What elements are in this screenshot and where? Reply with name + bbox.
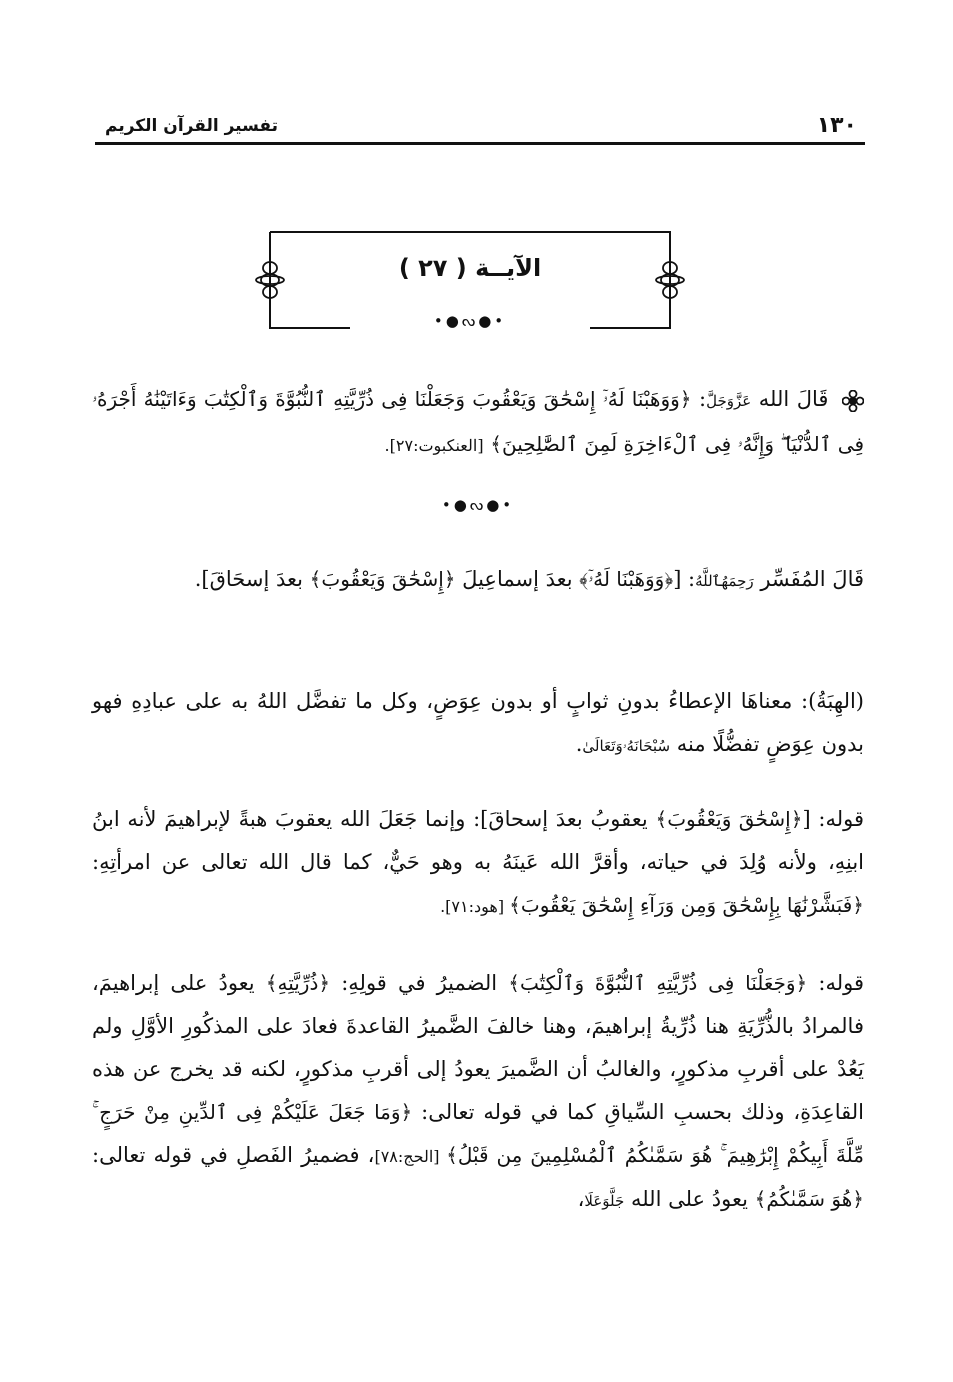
heading-ornament: •●ᔓ●• (433, 312, 507, 330)
text: ، (577, 1187, 585, 1211)
text: : [ (673, 567, 696, 591)
verse-reference: [الحج:٧٨] (374, 1147, 447, 1166)
verse-heading-frame (250, 228, 690, 340)
honorific: سُبْحَانَهُۥوَتَعَالَىٰ (582, 737, 671, 755)
quran-quote: ﴿إِسْحَٰقَ وَيَعْقُوبَ﴾ (309, 567, 456, 591)
page-number: ١٣٠ (816, 113, 857, 138)
quran-quote: ﴿وَمَا جَعَلَ عَلَيْكُمْ فِى ٱلدِّينِ مِنْ حَرَجٍ ۚ مِّلَّةَ أَبِيكُمْ إِبْرَٰهِيمَ ۚ هُوَ سَمَّىٰكُمُ ٱلْمُسْلِمِينَ مِن قَبْلُ﴾ (92, 1100, 864, 1167)
text: يعودُ على إبراهيمَ، فالمرادُ بالذُّرِّيَةِ هنا ذُرِّيةُ إبراهيمَ، وهنا خالفَ الضَّميرُ القاعدةَ فعادَ على المذكُورِ الأوَّلِ ولم يَعُدْ على أقربِ مذكورٍ، والغالبُ أن الضَّميرَ يعودُ إلى أقربِ مذكورٍ، لكنه قد يخرج عن هذه القاعِدَةِ، وذلك بحسبِ السِّياقِ كما في قوله تعالى: (92, 971, 864, 1124)
section-separator: •●ᔓ●• (441, 496, 515, 514)
text: (الهِبَةُ): معناهَا الإعطاءُ بدونِ ثوابٍ أو بدون عِوَضٍ، وكل ما تفضَّل اللهُ به على عبادِهِ فهو بدون عِوَضٍ تفضُّلًا منه (92, 689, 864, 756)
text: بعدَ إسحَاقَ]. (194, 567, 310, 591)
text: يعودُ على الله (624, 1187, 755, 1211)
text: يعقوبُ بعدَ إسحاقَ]: وإنما جَعَلَ الله يعقوبَ هبةً لإبراهيمَ لأنه ابنُ ابنِهِ، ولأنه وُلِدَ في حياته، وأقرَّ الله عَينَهُ به وهو حَيٌّ، كما قال الله تعالى عن امرأتِهِ: (92, 807, 864, 874)
paragraph-4 (92, 962, 864, 1223)
page-header (95, 108, 865, 145)
text: قوله: (807, 971, 864, 995)
book-title: تفسير القرآن الكريم (105, 116, 279, 136)
honorific: عَزَّوَجَلَّ (706, 392, 752, 410)
verse-reference: [العنكبوت:٢٧]. (384, 436, 484, 455)
paragraph-3 (92, 798, 864, 928)
quran-verse: ﴿وَوَهَبْنَا لَهُۥٓ إِسْحَٰقَ وَيَعْقُوبَ وَجَعَلْنَا فِى ذُرِّيَّتِهِ ٱلنُّبُوَّةَ وَٱلْكِتَٰبَ وَءَاتَيْنَٰهُ أَجْرَهُۥ فِى ٱلدُّنْيَا ۖ وَإِنَّهُۥ فِى ٱلْءَاخِرَةِ لَمِنَ ٱلصَّٰلِحِينَ﴾ (92, 387, 864, 456)
text: الضميرُ في قولِهِ: (330, 971, 509, 995)
text: قَالَ المُفَسِّر (760, 567, 864, 591)
text: قوله: [ (802, 807, 864, 831)
quran-quote: ﴿هُوَ سَمَّىٰكُمُ﴾ (754, 1187, 864, 1211)
quran-quote: ﴿وَجَعَلْنَا فِى ذُرِّيَّتِهِ ٱلنُّبُوَّةَ وَٱلْكِتَٰبَ﴾ (508, 971, 808, 995)
flower-bullet-icon (842, 390, 864, 412)
text: بعدَ إسماعِيلَ (455, 567, 580, 591)
quran-quote: ﴿وَوَهَبْنَا لَهُۥٓ﴾ (579, 567, 674, 591)
quran-quote: ﴿فَبَشَّرْنَٰهَا بِإِسْحَٰقَ وَمِن وَرَآءِ إِسْحَٰقَ يَعْقُوبَ﴾ (509, 893, 864, 917)
verse-reference: [هود:٧١]. (440, 897, 510, 916)
text: . (575, 732, 583, 756)
paragraph-1 (92, 558, 864, 603)
verse-title: الآيــة ( ٢٧ ) (398, 254, 542, 282)
quran-quote: ﴿إِسْحَٰقَ وَيَعْقُوبَ﴾ (655, 807, 803, 831)
honorific: جَلَّوَعَلَا (584, 1192, 625, 1210)
honorific: رَحِمَهُٱللَّهُ (695, 572, 754, 590)
intro-lead: قَالَ الله (758, 387, 829, 411)
text: ، فضميرُ الفَصلِ في قوله تعالى: (92, 1143, 375, 1167)
paragraph-2 (92, 680, 864, 768)
intro-paragraph: قَالَ الله عَزَّوَجَلَّ: ﴿وَوَهَبْنَا لَهُۥٓ إِسْحَٰقَ وَيَعْقُوبَ وَجَعَلْنَا فِى ذُرِّيَّتِهِ ٱلنُّبُوَّةَ وَٱلْكِتَٰبَ وَءَاتَيْنَٰهُ أَجْرَهُۥ فِى ٱلدُّنْيَا ۖ وَإِنَّهُۥ فِى ٱلْءَاخِرَةِ لَمِنَ ٱلصَّٰلِحِينَ﴾ [العنكبوت:٢٧]. (92, 387, 864, 456)
quran-quote: ﴿ذُرِّيَّتِهِ﴾ (265, 971, 331, 995)
